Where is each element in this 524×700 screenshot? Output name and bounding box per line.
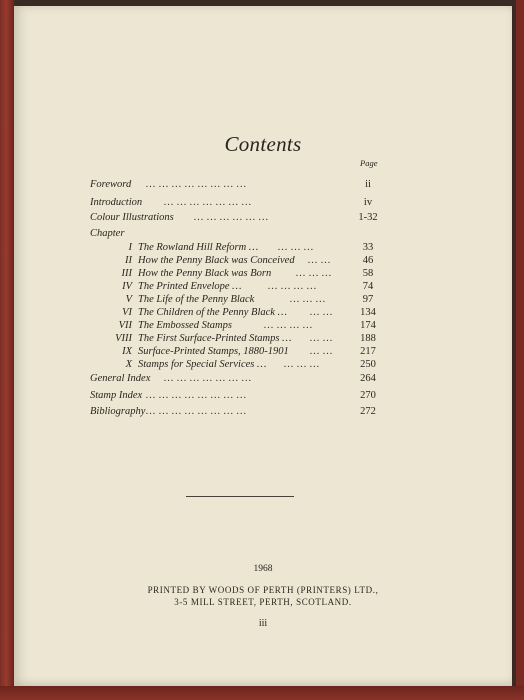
leader-dots: … … bbox=[310, 333, 333, 344]
chapter-entry bbox=[90, 319, 390, 333]
chapter-label bbox=[90, 227, 210, 241]
chapter-title: The Embossed Stamps bbox=[138, 320, 232, 331]
entry-page: 58 bbox=[362, 268, 374, 279]
toc-entry bbox=[90, 178, 390, 192]
leader-dots: … … … bbox=[278, 242, 314, 253]
page-column-label: Page bbox=[360, 158, 378, 168]
book-cover-bottom-edge bbox=[0, 686, 524, 700]
chapter-heading-label: Chapter bbox=[90, 228, 125, 239]
entry-page: ii bbox=[365, 179, 371, 190]
publication-year: 1968 bbox=[253, 564, 273, 574]
leader-dots: … … … … … … bbox=[194, 212, 269, 223]
chapter-entry bbox=[90, 306, 390, 320]
leader-dots: … … … … … … … bbox=[164, 197, 252, 208]
leader-dots: … … … … … … … … bbox=[146, 406, 247, 417]
chapter-title: The First Surface-Printed Stamps … bbox=[138, 333, 292, 344]
entry-page: 33 bbox=[362, 242, 374, 253]
chapter-entry bbox=[90, 345, 390, 359]
leader-dots: … … … bbox=[296, 268, 332, 279]
page-sheet bbox=[14, 6, 512, 686]
entry-page: 250 bbox=[360, 359, 376, 370]
chapter-title: The Printed Envelope … bbox=[138, 281, 242, 292]
page-folio: iii bbox=[258, 618, 268, 629]
chapter-numeral: II bbox=[125, 255, 132, 266]
entry-page: 134 bbox=[360, 307, 376, 318]
entry-page: 272 bbox=[360, 406, 376, 417]
entry-label: Stamp Index bbox=[90, 390, 143, 401]
leader-dots: … … … … … … … bbox=[164, 373, 252, 384]
entry-page: iv bbox=[363, 197, 373, 208]
entry-label: Bibliography bbox=[90, 406, 146, 417]
chapter-title: The Life of the Penny Black bbox=[138, 294, 255, 305]
entry-page: 174 bbox=[360, 320, 376, 331]
chapter-numeral: VII bbox=[118, 320, 132, 331]
toc-entry bbox=[90, 196, 390, 210]
chapter-numeral: IV bbox=[122, 281, 132, 292]
leader-dots: … … … … … … … … bbox=[146, 179, 247, 190]
book-cover-right-edge bbox=[516, 0, 524, 700]
chapter-title: The Children of the Penny Black … bbox=[138, 307, 287, 318]
leader-dots: … … … … bbox=[264, 320, 313, 331]
entry-page: 270 bbox=[360, 390, 376, 401]
printer-line-1: PRINTED BY WOODS OF PERTH (PRINTERS) LTD., bbox=[147, 585, 379, 595]
chapter-title: The Rowland Hill Reform … bbox=[138, 242, 259, 253]
chapter-entry bbox=[90, 241, 390, 255]
toc-entry bbox=[90, 405, 390, 419]
contents-heading: Contents bbox=[224, 132, 302, 156]
entry-label: Foreword bbox=[90, 179, 132, 190]
entry-page: 188 bbox=[360, 333, 376, 344]
entry-page: 264 bbox=[360, 373, 376, 384]
entry-page: 46 bbox=[362, 255, 374, 266]
toc-entry bbox=[90, 211, 390, 225]
leader-dots: … … … bbox=[284, 359, 320, 370]
leader-dots: … … … bbox=[290, 294, 326, 305]
chapter-entry bbox=[90, 254, 390, 268]
chapter-entry bbox=[90, 293, 390, 307]
chapter-numeral: X bbox=[125, 359, 132, 370]
divider-rule bbox=[186, 496, 294, 497]
entry-label: General Index bbox=[90, 373, 151, 384]
chapter-numeral: VIII bbox=[115, 333, 132, 344]
printer-line-2: 3-5 MILL STREET, PERTH, SCOTLAND. bbox=[174, 597, 352, 607]
book-cover-edge bbox=[0, 0, 14, 700]
entry-page: 74 bbox=[362, 281, 374, 292]
chapter-numeral: I bbox=[128, 242, 132, 253]
chapter-title: How the Penny Black was Conceived bbox=[138, 255, 295, 266]
printer-imprint bbox=[14, 584, 512, 608]
chapter-entry bbox=[90, 332, 390, 346]
chapter-title: Stamps for Special Services … bbox=[138, 359, 267, 370]
toc-entry bbox=[90, 389, 390, 403]
leader-dots: … … bbox=[310, 307, 333, 318]
chapter-numeral: III bbox=[121, 268, 132, 279]
chapter-entry bbox=[90, 358, 390, 372]
leader-dots: … … bbox=[310, 346, 333, 357]
chapter-entry bbox=[90, 267, 390, 281]
leader-dots: … … … … bbox=[268, 281, 317, 292]
toc-entry bbox=[90, 372, 390, 386]
leader-dots: … … … … … … … … bbox=[146, 390, 247, 401]
chapter-title: How the Penny Black was Born bbox=[138, 268, 272, 279]
entry-label: Introduction bbox=[90, 197, 143, 208]
chapter-numeral: VI bbox=[122, 307, 132, 318]
entry-page: 1-32 bbox=[358, 212, 378, 223]
leader-dots: … … bbox=[308, 255, 331, 266]
chapter-title: Surface-Printed Stamps, 1880-1901 bbox=[138, 346, 289, 357]
entry-page: 97 bbox=[362, 294, 374, 305]
chapter-numeral: IX bbox=[122, 346, 132, 357]
chapter-entry bbox=[90, 280, 390, 294]
entry-label: Colour Illustrations bbox=[90, 212, 174, 223]
entry-page: 217 bbox=[360, 346, 376, 357]
chapter-numeral: V bbox=[125, 294, 132, 305]
